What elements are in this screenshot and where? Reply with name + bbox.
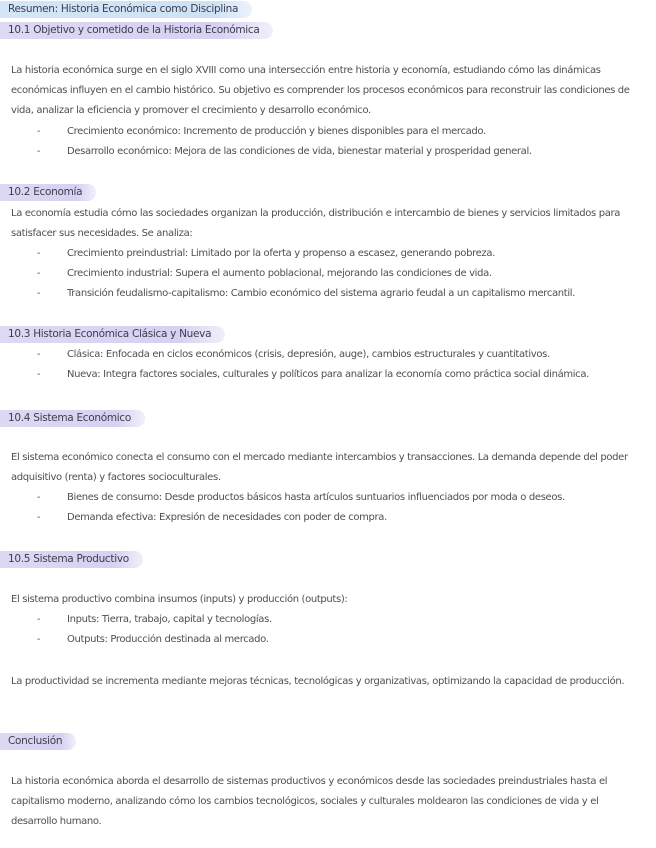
section-heading-conclusion: Conclusión [0, 733, 76, 750]
section-paragraph-economia: La economía estudia cómo las sociedades organizan la producción, distribución e intercambio de bienes y servicios limitados para satisfacer sus necesidades. Se analiza: [11, 208, 621, 239]
section-paragraph-productividad: La productividad se incrementa mediante mejoras técnicas, tecnológicas y organizativas, optimizando la capacidad de producción. [11, 676, 625, 687]
bullet-list-sistema-economico [11, 488, 641, 528]
list-item: - Outputs: Producción destinada al mercado. [11, 630, 641, 650]
section-heading-sistema-productivo: 10.5 Sistema Productivo [0, 551, 143, 568]
bullet-list-sistema-productivo [11, 610, 641, 650]
section-paragraph-sistema-economico: El sistema económico conecta el consumo con el mercado mediante intercambios y transacciones. La demanda depende del poder adquisitivo (renta) y factores socioculturales. [11, 452, 628, 483]
bullet-list-clasica-nueva [11, 345, 641, 385]
section-paragraph-sistema-productivo: El sistema productivo combina insumos (inputs) y producción (outputs): [11, 594, 348, 605]
section-heading-objetivo: 10.1 Objetivo y cometido de la Historia Económica [0, 22, 273, 39]
list-item: - Desarrollo económico: Mejora de las condiciones de vida, bienestar material y prosperidad general. [11, 142, 641, 162]
bullet-list-objetivo [11, 122, 641, 162]
list-item: - Demanda efectiva: Expresión de necesidades con poder de compra. [11, 508, 641, 528]
section-heading-clasica-nueva: 10.3 Historia Económica Clásica y Nueva [0, 326, 225, 343]
section-paragraph-conclusion: La historia económica aborda el desarrollo de sistemas productivos y económicos desde las sociedades preindustriales hasta el capitalismo moderno, analizando cómo los cambios tecnológicos, sociales y culturales moldearon las condiciones de vida y el desarrollo humano. [11, 776, 608, 827]
list-item: - Crecimiento industrial: Supera el aumento poblacional, mejorando las condiciones de vida. [11, 264, 641, 284]
list-item: - Clásica: Enfocada en ciclos económicos (crisis, depresión, auge), cambios estructurales y cuantitativos. [11, 345, 641, 365]
document-title: Resumen: Historia Económica como Disciplina [0, 1, 252, 18]
list-item: - Bienes de consumo: Desde productos básicos hasta artículos suntuarios influenciados por moda o deseos. [11, 488, 641, 508]
section-heading-economia: 10.2 Economía [0, 184, 96, 201]
list-item: - Crecimiento económico: Incremento de producción y bienes disponibles para el mercado. [11, 122, 641, 142]
list-item: - Nueva: Integra factores sociales, culturales y políticos para analizar la economía como práctica social dinámica. [11, 365, 641, 385]
list-item: - Crecimiento preindustrial: Limitado por la oferta y propenso a escasez, generando pobreza. [11, 244, 641, 264]
bullet-list-economia [11, 244, 641, 304]
list-item: - Inputs: Tierra, trabajo, capital y tecnologías. [11, 610, 641, 630]
section-heading-sistema-economico: 10.4 Sistema Económico [0, 410, 145, 427]
section-paragraph-objetivo: La historia económica surge en el siglo XVIII como una intersección entre historia y economía, estudiando cómo las dinámicas económicas influyen en el cambio histórico. Su objetivo es comprender los procesos económicos para reconstruir las condiciones de vida, analizar la eficiencia y promover el crecimiento y desarrollo económico. [11, 65, 630, 116]
list-item: - Transición feudalismo-capitalismo: Cambio económico del sistema agrario feudal a un capitalismo mercantil. [11, 284, 641, 304]
